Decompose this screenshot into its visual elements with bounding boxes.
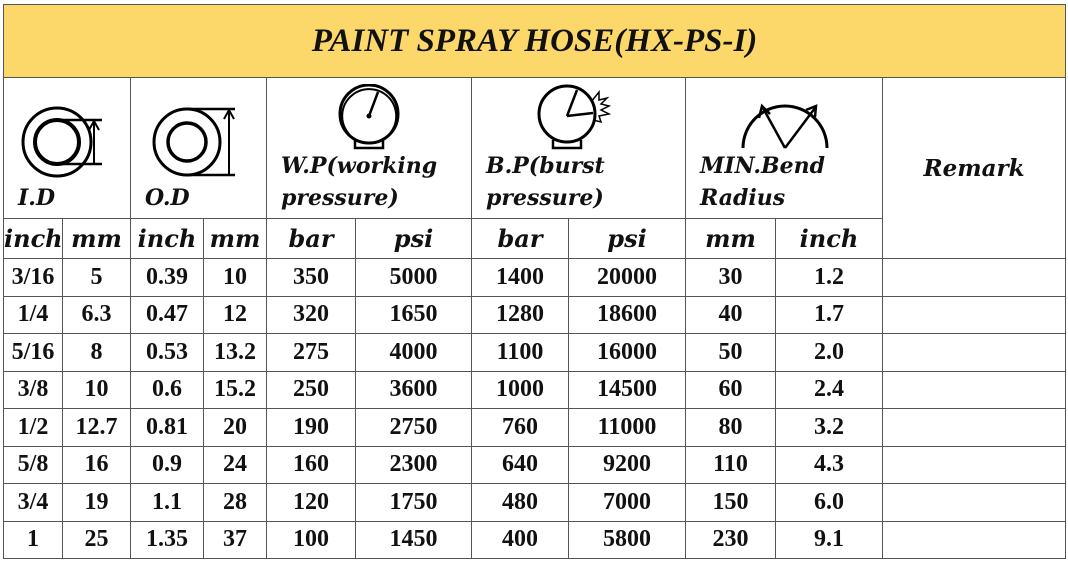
table-cell: 6.3 <box>63 296 131 334</box>
table-cell: 160 <box>267 446 356 484</box>
table-cell: 275 <box>267 334 356 372</box>
table-cell: 120 <box>267 484 356 522</box>
table-cell: 20 <box>204 409 267 447</box>
table-cell: 150 <box>686 484 776 522</box>
table-cell: 250 <box>267 371 356 409</box>
table-cell: 3/4 <box>4 484 63 522</box>
table-cell: 1750 <box>356 484 472 522</box>
table-cell: 20000 <box>569 259 686 297</box>
table-cell: 16 <box>63 446 131 484</box>
table-cell: 320 <box>267 296 356 334</box>
unit-header: inch <box>4 219 63 259</box>
table-cell: 1 <box>4 521 63 559</box>
table-cell: 1450 <box>356 521 472 559</box>
table-cell: 30 <box>686 259 776 297</box>
table-cell: 25 <box>63 521 131 559</box>
table-cell: 15.2 <box>204 371 267 409</box>
table-cell: 1/4 <box>4 296 63 334</box>
header-id <box>4 78 131 219</box>
table-cell: 1100 <box>472 334 569 372</box>
table-cell: 60 <box>686 371 776 409</box>
unit-header: bar <box>267 219 356 259</box>
unit-header: inch <box>131 219 204 259</box>
header-od-label: O.D <box>145 185 190 211</box>
table-row <box>4 259 1066 297</box>
table-cell: 10 <box>63 371 131 409</box>
spec-table <box>3 4 1066 559</box>
table-cell: 3/16 <box>4 259 63 297</box>
header-od <box>131 78 267 219</box>
table-cell: 4.3 <box>776 446 883 484</box>
table-cell: 2750 <box>356 409 472 447</box>
table-cell: 2.4 <box>776 371 883 409</box>
unit-header: mm <box>204 219 267 259</box>
header-burst-pressure <box>472 78 686 219</box>
table-cell: 1.2 <box>776 259 883 297</box>
remark-cell <box>883 371 1066 409</box>
table-cell: 5000 <box>356 259 472 297</box>
table-cell: 1.7 <box>776 296 883 334</box>
table-cell: 13.2 <box>204 334 267 372</box>
table-cell: 1650 <box>356 296 472 334</box>
header-wp-line1: W.P(working <box>281 153 438 179</box>
table-cell: 8 <box>63 334 131 372</box>
table-cell: 1.1 <box>131 484 204 522</box>
remark-cell <box>883 259 1066 297</box>
table-cell: 480 <box>472 484 569 522</box>
table-cell: 3600 <box>356 371 472 409</box>
header-working-pressure <box>267 78 472 219</box>
table-cell: 5 <box>63 259 131 297</box>
table-cell: 7000 <box>569 484 686 522</box>
table-row <box>4 409 1066 447</box>
table-row <box>4 446 1066 484</box>
table-cell: 4000 <box>356 334 472 372</box>
table-cell: 9200 <box>569 446 686 484</box>
remark-cell <box>883 484 1066 522</box>
remark-cell <box>883 409 1066 447</box>
table-cell: 40 <box>686 296 776 334</box>
unit-header: mm <box>63 219 131 259</box>
remark-cell <box>883 296 1066 334</box>
table-cell: 0.53 <box>131 334 204 372</box>
table-cell: 5/8 <box>4 446 63 484</box>
header-wp-line2: pressure) <box>281 185 399 211</box>
table-row <box>4 334 1066 372</box>
table-cell: 0.39 <box>131 259 204 297</box>
table-cell: 110 <box>686 446 776 484</box>
table-cell: 5/16 <box>4 334 63 372</box>
table-cell: 1280 <box>472 296 569 334</box>
table-cell: 1.35 <box>131 521 204 559</box>
table-cell: 19 <box>63 484 131 522</box>
remark-cell <box>883 446 1066 484</box>
table-cell: 1/2 <box>4 409 63 447</box>
header-id-label: I.D <box>18 185 56 211</box>
table-cell: 1000 <box>472 371 569 409</box>
table-cell: 0.9 <box>131 446 204 484</box>
table-cell: 6.0 <box>776 484 883 522</box>
table-row <box>4 484 1066 522</box>
unit-header: psi <box>356 219 472 259</box>
table-cell: 3.2 <box>776 409 883 447</box>
table-cell: 640 <box>472 446 569 484</box>
outer-diameter-icon <box>149 102 249 182</box>
unit-header: psi <box>569 219 686 259</box>
table-cell: 350 <box>267 259 356 297</box>
remark-cell <box>883 334 1066 372</box>
table-cell: 12 <box>204 296 267 334</box>
unit-header: inch <box>776 219 883 259</box>
table-cell: 2300 <box>356 446 472 484</box>
table-cell: 16000 <box>569 334 686 372</box>
pressure-gauge-icon <box>329 84 409 150</box>
table-row <box>4 521 1066 559</box>
header-bp-line1: B.P(burst <box>486 153 605 179</box>
table-cell: 80 <box>686 409 776 447</box>
header-bend-line2: Radius <box>700 185 786 211</box>
unit-header: bar <box>472 219 569 259</box>
table-body <box>4 259 1066 559</box>
table-cell: 12.7 <box>63 409 131 447</box>
table-cell: 0.6 <box>131 371 204 409</box>
table-row <box>4 371 1066 409</box>
table-cell: 230 <box>686 521 776 559</box>
header-remark: Remark <box>883 78 1066 259</box>
header-bp-line2: pressure) <box>486 185 604 211</box>
table-cell: 190 <box>267 409 356 447</box>
table-cell: 10 <box>204 259 267 297</box>
table-cell: 50 <box>686 334 776 372</box>
table-cell: 9.1 <box>776 521 883 559</box>
inner-diameter-icon <box>17 102 117 182</box>
table-cell: 5800 <box>569 521 686 559</box>
table-cell: 37 <box>204 521 267 559</box>
table-cell: 14500 <box>569 371 686 409</box>
burst-gauge-icon <box>529 84 629 150</box>
table-cell: 2.0 <box>776 334 883 372</box>
table-title: PAINT SPRAY HOSE(HX-PS-I) <box>4 5 1066 78</box>
table-cell: 100 <box>267 521 356 559</box>
table-cell: 760 <box>472 409 569 447</box>
unit-header: mm <box>686 219 776 259</box>
table-cell: 0.47 <box>131 296 204 334</box>
table-cell: 11000 <box>569 409 686 447</box>
table-row <box>4 296 1066 334</box>
header-bend-line1: MIN.Bend <box>700 153 825 179</box>
table-cell: 0.81 <box>131 409 204 447</box>
bend-radius-icon <box>729 86 839 150</box>
table-cell: 1400 <box>472 259 569 297</box>
table-cell: 24 <box>204 446 267 484</box>
table-cell: 28 <box>204 484 267 522</box>
table-cell: 3/8 <box>4 371 63 409</box>
table-cell: 400 <box>472 521 569 559</box>
remark-cell <box>883 521 1066 559</box>
table-cell: 18600 <box>569 296 686 334</box>
header-bend-radius <box>686 78 883 219</box>
